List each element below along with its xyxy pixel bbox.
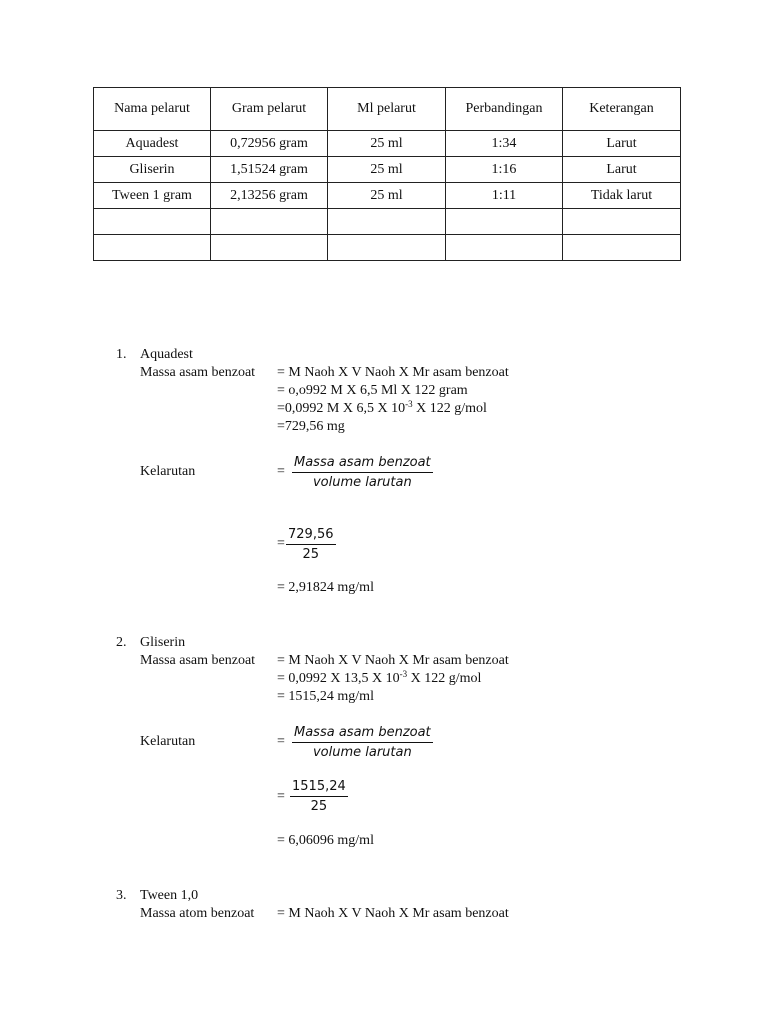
fraction-numerator: Massa asam benzoat [294, 725, 431, 740]
table-cell: Aquadest [94, 131, 211, 157]
list-number: 2. [116, 635, 127, 650]
header-cell: Perbandingan [446, 88, 563, 131]
formula-line: = M Naoh X V Naoh X Mr asam benzoat [277, 365, 509, 380]
formula-line: = 1515,24 mg/ml [277, 689, 374, 704]
table-cell: Tidak larut [563, 183, 681, 209]
table-cell [446, 235, 563, 261]
equals-sign: = [277, 536, 285, 551]
exponent: -3 [405, 399, 413, 409]
table-cell [328, 209, 446, 235]
table-row-empty [94, 235, 681, 261]
formula-text: = 0,0992 X 13,5 X 10 [277, 671, 400, 686]
table-cell [563, 209, 681, 235]
calc-fraction [290, 779, 348, 814]
fraction-numerator: Massa asam benzoat [294, 455, 431, 470]
list-number: 3. [116, 888, 127, 903]
massa-label: Massa asam benzoat [140, 653, 256, 668]
table-cell: 25 ml [328, 183, 446, 209]
table-cell: 1:16 [446, 157, 563, 183]
formula-line: =729,56 mg [277, 419, 345, 434]
table-cell: Larut [563, 131, 681, 157]
section-title: Tween 1,0 [140, 888, 199, 903]
table-cell [211, 209, 328, 235]
formula-text: =0,0992 M X 6,5 X 10 [277, 401, 406, 416]
table-cell: 2,13256 gram [211, 183, 328, 209]
kelarutan-label: Kelarutan [140, 464, 196, 479]
fraction-numerator: 729,56 [288, 527, 334, 542]
section-title: Gliserin [140, 635, 186, 650]
fraction-denominator: volume larutan [292, 742, 433, 760]
header-cell: Nama pelarut [94, 88, 211, 131]
solubility-fraction [292, 725, 433, 760]
table-cell [446, 209, 563, 235]
table-cell: 1,51524 gram [211, 157, 328, 183]
fraction-denominator: 25 [286, 544, 336, 562]
calc-fraction [286, 527, 336, 562]
result-line: = 6,06096 mg/ml [277, 833, 374, 848]
solubility-fraction [292, 455, 433, 490]
header-cell: Gram pelarut [211, 88, 328, 131]
table-cell: 25 ml [328, 157, 446, 183]
equals-sign: = [277, 464, 285, 479]
formula-line-with-exponent [277, 669, 482, 686]
table-row [94, 183, 681, 209]
table-cell: 25 ml [328, 131, 446, 157]
table-header-row [94, 88, 681, 131]
equals-sign: = [277, 789, 285, 804]
list-number: 1. [116, 347, 127, 362]
table-row [94, 131, 681, 157]
table-row-empty [94, 209, 681, 235]
table-cell [94, 235, 211, 261]
formula-tail: X 122 g/mol [412, 401, 487, 416]
table-cell [211, 235, 328, 261]
exponent: -3 [399, 669, 408, 679]
result-line: = 2,91824 mg/ml [277, 580, 374, 595]
table-cell: 1:34 [446, 131, 563, 157]
table-cell: Gliserin [94, 157, 211, 183]
table-row [94, 157, 681, 183]
header-cell: Keterangan [563, 88, 681, 131]
formula-tail: X 122 g/mol [407, 671, 482, 686]
table-cell [328, 235, 446, 261]
header-cell: Ml pelarut [328, 88, 446, 131]
section-title: Aquadest [140, 347, 193, 362]
fraction-denominator: 25 [290, 796, 348, 814]
fraction-denominator: volume larutan [292, 472, 433, 490]
formula-line: = o,o992 M X 6,5 Ml X 122 gram [277, 383, 468, 398]
kelarutan-label: Kelarutan [140, 734, 196, 749]
massa-label: Massa asam benzoat [140, 365, 256, 380]
formula-line: = M Naoh X V Naoh X Mr asam benzoat [277, 906, 509, 921]
table-cell: 1:11 [446, 183, 563, 209]
table-cell: Larut [563, 157, 681, 183]
table-cell: 0,72956 gram [211, 131, 328, 157]
table-cell: Tween 1 gram [94, 183, 211, 209]
formula-line-with-exponent [277, 399, 487, 416]
equals-sign: = [277, 734, 285, 749]
formula-line: = M Naoh X V Naoh X Mr asam benzoat [277, 653, 509, 668]
table-cell [94, 209, 211, 235]
massa-label: Massa atom benzoat [140, 906, 255, 921]
table-cell [563, 235, 681, 261]
results-table [93, 87, 681, 261]
fraction-numerator: 1515,24 [292, 779, 346, 794]
